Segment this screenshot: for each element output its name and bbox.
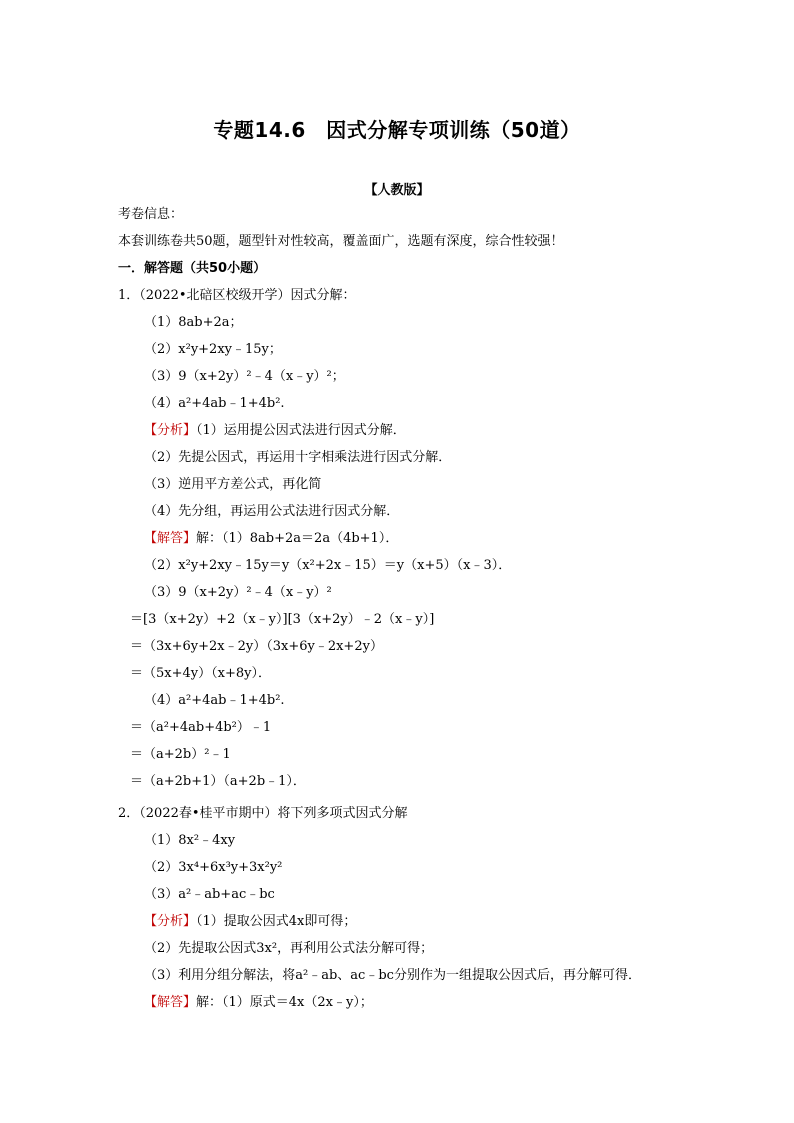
analysis-line: （3）逆用平方差公式，再化简	[144, 477, 322, 492]
edition-label: 【人教版】	[364, 183, 430, 198]
question-1-part: （3）9（x+2y）²﹣4（x﹣y）²；	[144, 369, 345, 384]
page-title: 专题14.6 因式分解专项训练（50道）	[213, 118, 581, 142]
analysis-line	[144, 913, 356, 931]
info-text: 本套训练卷共50题，题型针对性较高，覆盖面广，选题有深度，综合性较强！	[118, 234, 564, 249]
solution-tag: 【解答】	[144, 995, 197, 1010]
analysis-text: （1）提取公因式4x即可得；	[196, 914, 357, 929]
solution-text: 解：（1）8ab+2a＝2a（4b+1）．	[196, 531, 399, 546]
question-1-part: （2）x²y+2xy﹣15y；	[144, 342, 282, 357]
solution-line: （2）x²y+2xy﹣15y＝y（x²+2x﹣15）＝y（x+5）（x﹣3）．	[144, 558, 512, 573]
section-heading: 一．解答题（共50小题）	[118, 261, 267, 276]
solution-line: ＝（3x+6y+2x﹣2y）（3x+6y﹣2x+2y）	[130, 639, 383, 654]
analysis-line	[144, 422, 406, 440]
question-2-part: （3）a²﹣ab+ac﹣bc	[144, 887, 275, 902]
analysis-line: （4）先分组，再运用公式法进行因式分解．	[144, 504, 400, 519]
question-2-stem: 2．（2022春•桂平市期中）将下列多项式因式分解	[118, 806, 408, 821]
analysis-text: （1）运用提公因式法进行因式分解．	[196, 423, 406, 438]
question-1-stem: 1．（2022•北碚区校级开学）因式分解：	[118, 288, 356, 303]
analysis-line: （2）先提取公因式3x²，再利用公式法分解可得；	[144, 941, 434, 956]
solution-line: ＝（a+2b）²﹣1	[130, 747, 231, 762]
solution-line: ＝[3（x+2y）+2（x﹣y）][3（x+2y）﹣2（x﹣y）]	[130, 612, 435, 627]
analysis-line: （2）先提公因式，再运用十字相乘法进行因式分解．	[144, 450, 452, 465]
question-1-part: （1）8ab+2a；	[144, 315, 243, 330]
question-2-part: （1）8x²﹣4xy	[144, 833, 236, 848]
question-2-part: （2）3x⁴+6x³y+3x²y²	[144, 860, 283, 875]
solution-line	[144, 994, 373, 1012]
solution-tag: 【解答】	[144, 531, 197, 546]
solution-line: （3）9（x+2y）²﹣4（x﹣y）²	[144, 585, 332, 600]
info-label: 考卷信息：	[118, 207, 184, 222]
question-1-part: （4）a²+4ab﹣1+4b².	[144, 396, 285, 411]
solution-text: 解：（1）原式＝4x（2x﹣y）；	[196, 995, 373, 1010]
solution-line	[144, 530, 398, 548]
solution-line: （4）a²+4ab﹣1+4b².	[144, 693, 285, 708]
analysis-tag: 【分析】	[144, 423, 197, 438]
solution-line: ＝（a²+4ab+4b²）﹣1	[130, 720, 272, 735]
analysis-tag: 【分析】	[144, 914, 197, 929]
analysis-line: （3）利用分组分解法，将a²﹣ab、ac﹣bc分别作为一组提取公因式后，再分解可得．	[144, 968, 641, 983]
solution-line: ＝（a+2b+1）（a+2b﹣1）．	[130, 774, 306, 789]
solution-line: ＝（5x+4y）（x+8y）．	[130, 666, 271, 681]
